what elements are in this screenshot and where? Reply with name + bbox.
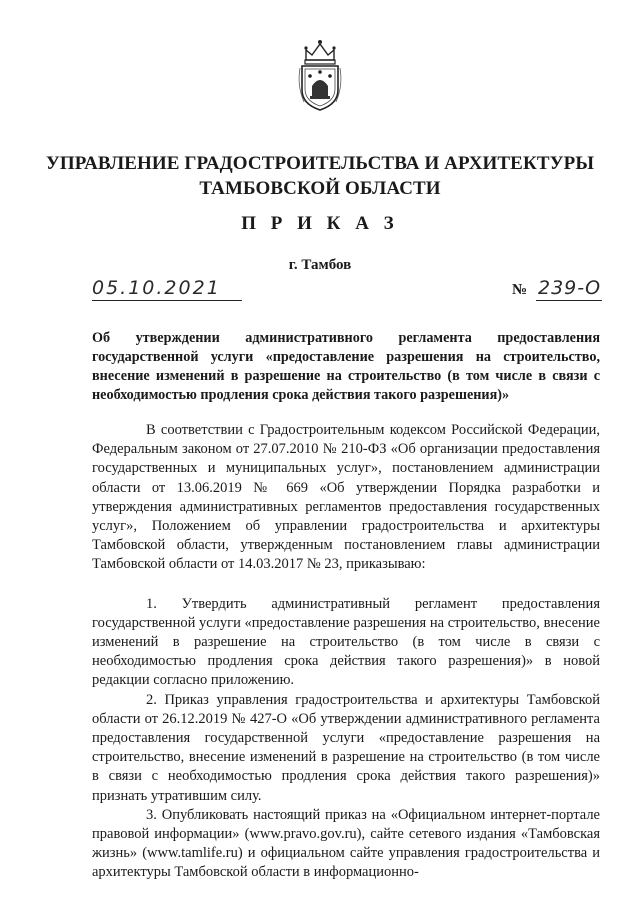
document-body xyxy=(92,421,600,883)
organization-title: УПРАВЛЕНИЕ ГРАДОСТРОИТЕЛЬСТВА И АРХИТЕКТУРЫ ТАМБОВСКОЙ ОБЛАСТИ xyxy=(45,153,595,199)
paragraph-preamble: В соответствии с Градостроительным кодексом Российской Федерации, Федеральным законом от 27.07.2010 № 210-ФЗ «Об организации предоставления государственных и муниципальных услуг», постановлением администрации области от 13.06.2019 № 669 «Об утверждении Порядка разработки и утверждения административных регламентов предоставления государственных услуг», Положением об управлении градостроительства и архитектуры Тамбовской области, утвержденным постановлением главы администрации Тамбовской области от 14.03.2017 № 23, приказываю: xyxy=(92,422,600,573)
document-number-field xyxy=(512,277,602,301)
paragraph-item-3: 3. Опубликовать настоящий приказ на «Официальном интернет-портале правовой информации» (www.pravo.gov.ru), сайте сетевого издания «Тамбовская жизнь» (www.tamlife.ru) и официальном сайте управления градостроительства и архитектуры Тамбовской области в информационно- xyxy=(92,806,600,881)
document-city: г. Тамбов xyxy=(288,257,352,273)
document-subject: Об утверждении административного регламента предоставления государственной услуги «предоставление разрешения на строительство, внесение изменений в разрешение на строительство (в том числе в связи с необходимостью продления срока действия такого разрешения)» xyxy=(92,330,600,403)
document-number: 239-О xyxy=(538,277,602,299)
paragraph-item-2: 2. Приказ управления градостроительства и архитектуры Тамбовской области от 26.12.2019 № 427-О «Об утверждении административного регламента предоставления государственной услуги «предоставление разрешения на строительство, внесение изменений в разрешение на строительство (в том числе в связи с необходимостью продления срока действия такого разрешения)» признать утратившим силу. xyxy=(92,691,600,804)
document-date: 05.10.2021 xyxy=(92,277,221,299)
document-date-field xyxy=(92,277,242,301)
coat-of-arms-icon xyxy=(296,38,344,114)
number-sign: № xyxy=(512,282,528,298)
number-underline xyxy=(536,300,602,301)
date-underline xyxy=(92,300,242,301)
paragraph-item-1: 1. Утвердить административный регламент предоставления государственной услуги «предоставление разрешения на строительство, внесение изменений в разрешение на строительство (в том числе в связи с необходимостью продления срока действия такого разрешения)» в новой редакции согласно приложению. xyxy=(92,595,600,689)
document-type-heading: П Р И К А З xyxy=(241,213,399,234)
